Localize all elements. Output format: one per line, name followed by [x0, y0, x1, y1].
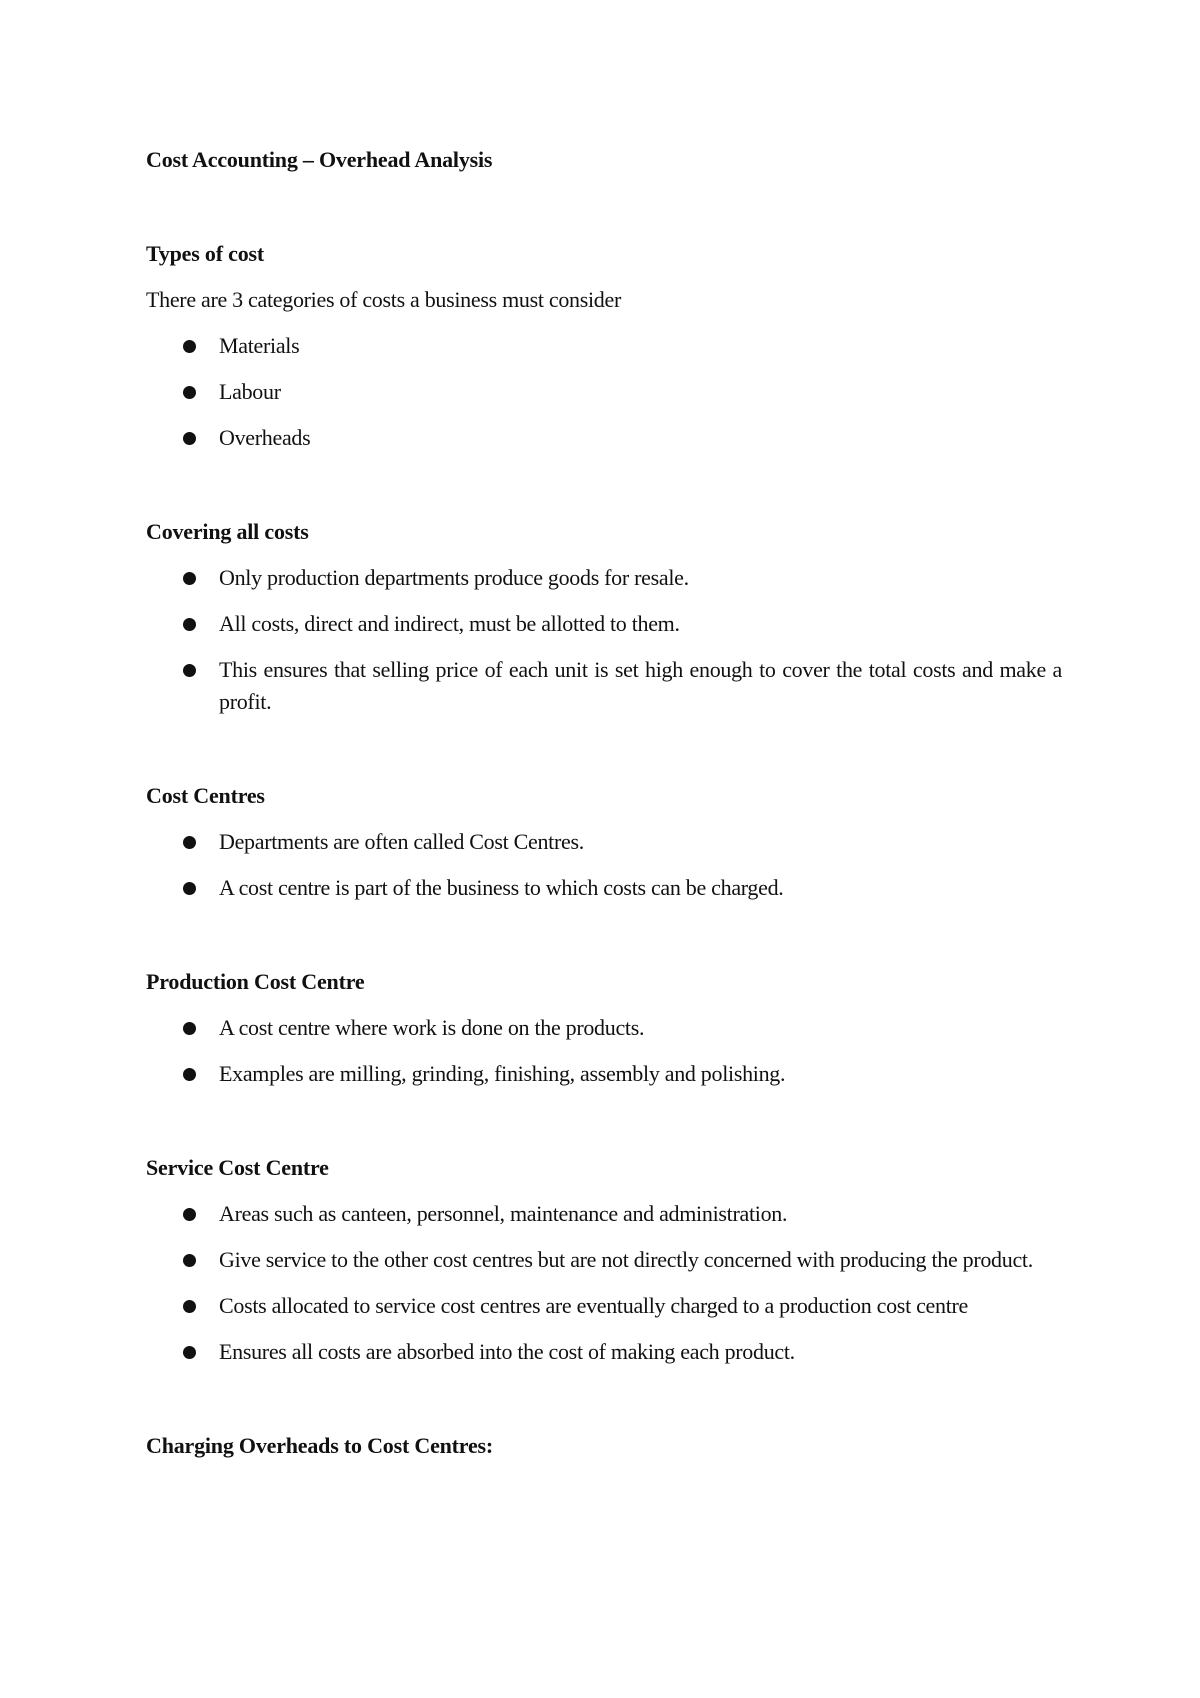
- list-item-text: Costs allocated to service cost centres are eventually charged to a production cost centre: [219, 1293, 969, 1318]
- section-charging-overheads: [146, 1430, 1062, 1462]
- list-item: [146, 1058, 1062, 1090]
- section-types-of-cost: [146, 238, 1062, 454]
- section-heading: Service Cost Centre: [146, 1155, 329, 1180]
- list-item: [146, 1336, 1062, 1368]
- bullet-icon: [183, 340, 196, 353]
- list-item: [146, 330, 1062, 362]
- document-body: [146, 144, 1062, 1462]
- bullet-icon: [183, 572, 196, 585]
- bullet-list: [146, 826, 1062, 904]
- list-item: [146, 376, 1062, 408]
- bullet-icon: [183, 1022, 196, 1035]
- bullet-icon: [183, 1254, 196, 1267]
- bullet-icon: [183, 618, 196, 631]
- list-item: [146, 1198, 1062, 1230]
- section-heading: Types of cost: [146, 241, 264, 266]
- list-item-text: Areas such as canteen, personnel, maintenance and administration.: [219, 1201, 788, 1226]
- bullet-list: [146, 330, 1062, 454]
- section-heading: Charging Overheads to Cost Centres:: [146, 1433, 494, 1458]
- list-item: [146, 872, 1062, 904]
- bullet-icon: [183, 432, 196, 445]
- bullet-icon: [183, 836, 196, 849]
- list-item: [146, 1012, 1062, 1044]
- bullet-list: [146, 1012, 1062, 1090]
- bullet-list: [146, 562, 1062, 718]
- list-item-text: Overheads: [219, 425, 311, 450]
- bullet-list: [146, 1198, 1062, 1368]
- bullet-icon: [183, 1068, 196, 1081]
- section-cost-centres: [146, 780, 1062, 904]
- list-item-text: Departments are often called Cost Centres.: [219, 829, 584, 854]
- bullet-icon: [183, 664, 196, 677]
- list-item-text: A cost centre is part of the business to which costs can be charged.: [219, 875, 784, 900]
- list-item-text: Only production departments produce goods for resale.: [219, 565, 689, 590]
- list-item-text: Give service to the other cost centres but are not directly concerned with producing the product.: [219, 1247, 1033, 1272]
- bullet-icon: [183, 1208, 196, 1221]
- list-item-text: This ensures that selling price of each unit is set high enough to cover the total costs and make a profit.: [219, 657, 1062, 714]
- list-item-text: All costs, direct and indirect, must be allotted to them.: [219, 611, 680, 636]
- list-item: [146, 608, 1062, 640]
- section-production-cost-centre: [146, 966, 1062, 1090]
- section-heading: Production Cost Centre: [146, 969, 365, 994]
- section-covering-all-costs: [146, 516, 1062, 718]
- list-item-text: Materials: [219, 333, 300, 358]
- bullet-icon: [183, 1300, 196, 1313]
- bullet-icon: [183, 1346, 196, 1359]
- list-item: [146, 1244, 1062, 1276]
- section-heading: Covering all costs: [146, 519, 309, 544]
- section-service-cost-centre: [146, 1152, 1062, 1368]
- document-title: Cost Accounting – Overhead Analysis: [146, 147, 493, 172]
- list-item-text: Labour: [219, 379, 281, 404]
- list-item: [146, 1290, 1062, 1322]
- bullet-icon: [183, 386, 196, 399]
- list-item: [146, 654, 1062, 718]
- list-item-text: A cost centre where work is done on the products.: [219, 1015, 645, 1040]
- section-heading: Cost Centres: [146, 783, 265, 808]
- section-intro: There are 3 categories of costs a business must consider: [146, 287, 621, 312]
- list-item: [146, 826, 1062, 858]
- list-item: [146, 422, 1062, 454]
- list-item: [146, 562, 1062, 594]
- list-item-text: Ensures all costs are absorbed into the cost of making each product.: [219, 1339, 795, 1364]
- bullet-icon: [183, 882, 196, 895]
- list-item-text: Examples are milling, grinding, finishing, assembly and polishing.: [219, 1061, 786, 1086]
